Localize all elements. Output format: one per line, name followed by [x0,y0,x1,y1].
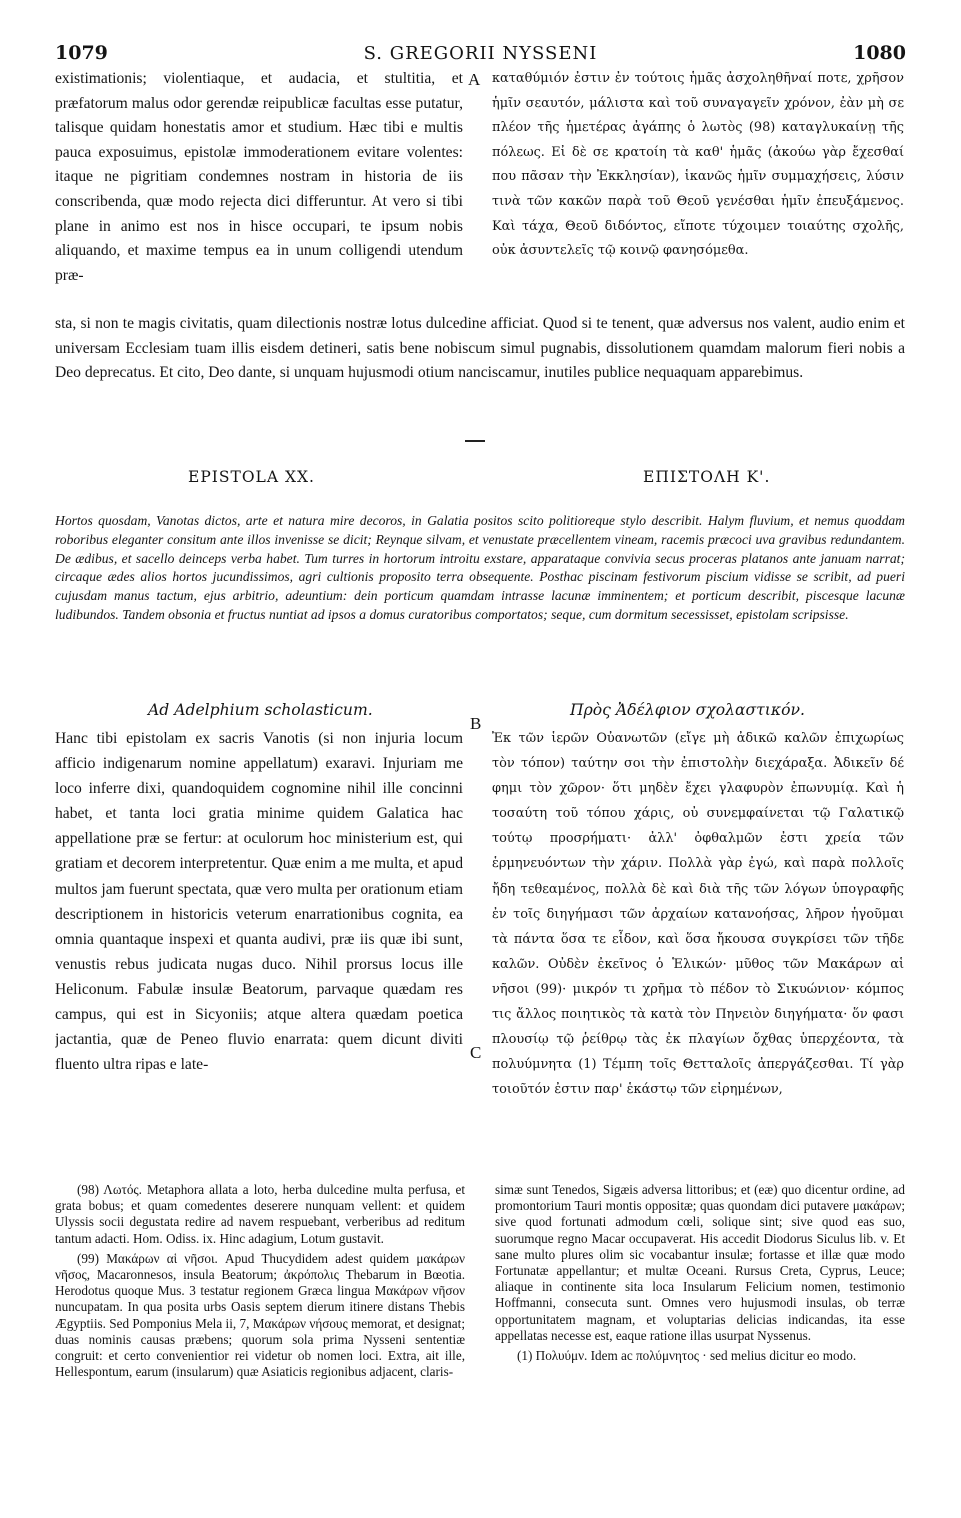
footnote-98: (98) Λωτός. Metaphora allata a loto, herba dulcedine multa perfusa, et grata bobus; et quam comedentes deserere nunquam vellent: et quidem Ulyssis socii degustata redire ad navem respuebant, verberibus ad reditum tantum adacti. Hom. Odiss. ix. Hinc adagium, Lotum gustavit. [55,1182,465,1246]
epistle-latin-column: Hanc tibi epistolam ex sacris Vanotis (si non injuria locum afficio indigenarum nomine appellatum) exaravi. Injuriam me loco inferre dixi, quandoquidem cognomine nihil ille concinni habet, et tanta loci gratia minime quidem Galatica hac appellatione præ se fertur: at oculorum hoc ministerium est, qui gratiam et decorem interpretentur. Quæ enim a me multa, et apud multos jam fuerunt spectata, quæ vero multa per orationum etiam descriptionem in historicis veterum enarrationibus cognita, ea omnia quantaque inspexi et quanta audivi, præ iis quæ ibi sunt, venustis rebus judicata nugas duco. Nihil prorsus locus ille Heliconum. Fabulæ insulæ Beatorum, parvaque quædam res campus, qui est in Sicyoniis; atque altera quædam poetica jactantia, quæ de Peneo fluvio enarrata: quem dicunt diviti fluento ultra ripas e late- [55,730,463,1074]
footnotes-left [55,1182,465,1380]
footnotes-right [495,1182,905,1364]
epistle-greek-column: Ἐκ τῶν ἱερῶν Οὐανωτῶν (εἴγε μὴ ἀδικῶ καλῶν ἐπιχωρίως τὸν τόπον) ταύτην σοι τὴν ἐπιστολὴν διεχάραξα. Ἀδικεῖν δέ φημι τὸν χῶρον· ὅτι μηδὲν ἔχει γλαφυρὸν ἐπωνυμίᾳ. Καὶ ἡ τοσαύτη τοῦ τόπου χάρις, οὐ συνεμφαίνεται τῷ Γαλατικῷ τούτῳ προσρήματι· ἀλλ' ὀφθαλμῶν ἐστι χρεία τῶν ἑρμηνευόντων τὴν χάριν. Πολλὰ γὰρ ἐγώ, καὶ παρὰ πολλοῖς ἤδη τεθεαμένος, πολλὰ δὲ καὶ διὰ τῆς τῶν λόγων ὑπογραφῆς ἐν τοῖς διηγήμασι τῶν ἀρχαίων κατανοήσας, λῆρον ἡγοῦμαι τὰ πάντα ὅσα τε εἶδον, καὶ ὅσα ἤκουσα συγκρίσει τῶν τῆδε καλῶν. Οὐδὲν ἐκεῖνος ὁ Ἑλικών· μῦθος τῶν Μακάρων αἱ νῆσοι (99)· μικρόν τι χρῆμα τὸ πέδον τὸ Σικυώνιον· κόμπος τις ἄλλος ποιητικὸς τὰ κατὰ τὸν Πηνειὸν διηγήματα· ὅν φασι πλουσίῳ τῷ ῥείθρῳ τὰς ἐκ πλαγίων ὄχθας ὑπερχέοντα, τὰ πολυύμνητα (1) Τέμπη τοῖς Θετταλοῖς ἀπεργάζεσθαι. Τί γὰρ τοιοῦτόν ἐστιν παρ' ἑκάστῳ τῶν εἰρημένων, [492,731,904,1098]
address-greek: Πρὸς Ἀδέλφιον σχολαστικόν. [570,701,805,719]
left-page-number: 1079 [55,42,108,64]
footnote-99-continued: simæ sunt Tenedos, Sigæis adversa littoribus; et (eæ) quo dicentur ordine, ad promontorium Tauri montis oppositæ; quas quondam dici putavere μακάρων; sive quod fortunati admodum cœli, solique sint; sive quod eas suo, suorumque regno Macar occupaverat. His accedit Diodorus Siculus lib. v. Et sane multo plures olim sic vocabantur insulæ; fortasse et illæ quæ modo Fortunatæ appellantur; et multæ Oceani. Rursus Creta, Cyprus, Leuce; aliaque in continente sita loca Insularum Felicium nomen, testimonio Hoffmanni, consecuta sunt. Omnes vero hujusmodi insulas, ob terræ opportunitatem magnam, et voluptarias delicias indicandas, ita esse appellatas necesse est, eaque ratione illas usurpat Nyssenus. [495,1182,905,1343]
right-page-number: 1080 [853,42,906,64]
running-header [55,42,906,68]
section-separator [465,440,485,442]
epistle-title-latin: EPISTOLA XX. [188,468,315,486]
margin-letter-b: B [470,714,482,733]
top-greek-column: καταθύμιόν ἐστιν ἐν τούτοις ἡμᾶς ἀσχοληθῆναί ποτε, χρῆσον ἡμῖν σεαυτόν, μάλιστα καὶ τοῦ συναγαγεῖν χρόνον, ἐὰν μὴ σε πλέον τῆς ἡμετέρας ἀγάπης ὁ λωτὸς (98) καταγλυκαίνῃ τῆς πόλεως. Εἰ δὲ σε κρατοίη τὰ καθ' ἡμᾶς (ἀκούω γὰρ ἔχεσθαί που πᾶσαν τὴν Ἐκκλησίαν), ἱκανῶς ἡμῖν συμμαχήσεις, λύσιν τινὰ τῶν κακῶν παρὰ τοῦ Θεοῦ γενέσθαι ἡμῖν ἐπευξάμενος. Καὶ τάχα, Θεοῦ διδόντος, εἴποτε τύχοιμεν τοιαύτης σχολῆς, οὐκ ἀσυντελεῖς τῷ κοινῷ φανησόμεθα. [492,71,904,259]
margin-letter-a: A [468,70,481,89]
margin-letter-c: C [470,1043,482,1062]
running-title: S. GREGORII NYSSENI [363,43,598,64]
footnote-99: (99) Μακάρων αἱ νῆσοι. Apud Thucydidem adest quidem μακάρων νῆσος, Macaronnesos, insula Beatorum; ἀκρόπολις Thebarum in Bœotia. Herodotus quoque Mus. 3 testatur regionem Græca lingua Μακάρων νῆσον nuncupatam. In qua posita urbs Oasis septem dierum itinere distans Thebis Ægyptiis. Sed Pomponius Mela ii, 7, Μακάρων νήσους memorat, et designat; duas nominis causas præbens; quorum sola prima Nysseni sententiæ congruit: et certo convenientior rei videtur ob nomen loci. Extra, ait ille, Hellespontum, earum (insularum) quæ Asiaticis regionibus adjacent, claris- [55,1250,465,1380]
address-latin: Ad Adelphium scholasticum. [148,701,373,719]
top-latin-full-width: sta, si non te magis civitatis, quam dilectionis nostræ lotus dulcedine afficiat. Quod si te tenent, quæ adversus nos valent, audio enim et universam Ecclesiam tuam illis eisdem detineri, satis bene nobiscum simul pugnabis, dissolutionem quamdam malorum fieri nobis a Deo deprecatus. Et cito, Deo dante, si unquam hujusmodi otium nanciscamur, inutiles publice nequaquam apparebimus. [55,315,905,382]
top-latin-column: existimationis; violentiaque, et audacia, et stultitia, et præfatorum malus odor gerendæ reipublicæ facultas esse putatur, talisque quidam honestatis amor et studium. Hæc tibi e multis pauca exposuimus, epistolæ immoderationem evitare volentes: itaque ne pigritiam condemnes nostram in historia de iis conscribenda, quæ modo rejecta dici differuntur. At vero si tibi plane in animo est nos in hisce occupari, te ipsum nobis aliquando, et maxime tempus ea in unum colligendi utendum præ- [55,70,463,284]
epistle-title-greek: ΕΠΙΣΤΟΛΗ Κ'. [643,468,771,486]
footnote-1: (1) Πολυύμν. Idem ac πολύμνητος · sed melius dicitur eo modo. [517,1348,857,1364]
epistle-summary: Hortos quosdam, Vanotas dictos, arte et natura mire decoros, in Galatia positos scito politioreque stylo describit. Halym fluvium, et nemus quoddam roboribus eleganter consitum ante illos invenisse se dicit; Reynque silvam, et venustate præcellentem vineam, racemis præcoci uva gravibus redundantem. De ædibus, et sacello deinceps verba habet. Tum turres in hortorum introitu exstare, apparataque convivia secus proceras platanos ante januam narrat; circaque ædes alios hortos jucundissimos, agri cultionis proposito terra obsequente. Posthac piscinam festivorum piscium vidisse se scribit, ad pueri cujusdam manus tactum, ejus arbitrio, adeuntium: dein porticum quamdam intrasse lacunæ imminentem; et porticum describit, piscesque lacunæ ludibundos. Tandem obsonia et fructus nuntiat ad ipsos a domus curatoribus comportatos; seque, cum dormitum secessisset, epistolam scripsisse. [55,513,905,622]
